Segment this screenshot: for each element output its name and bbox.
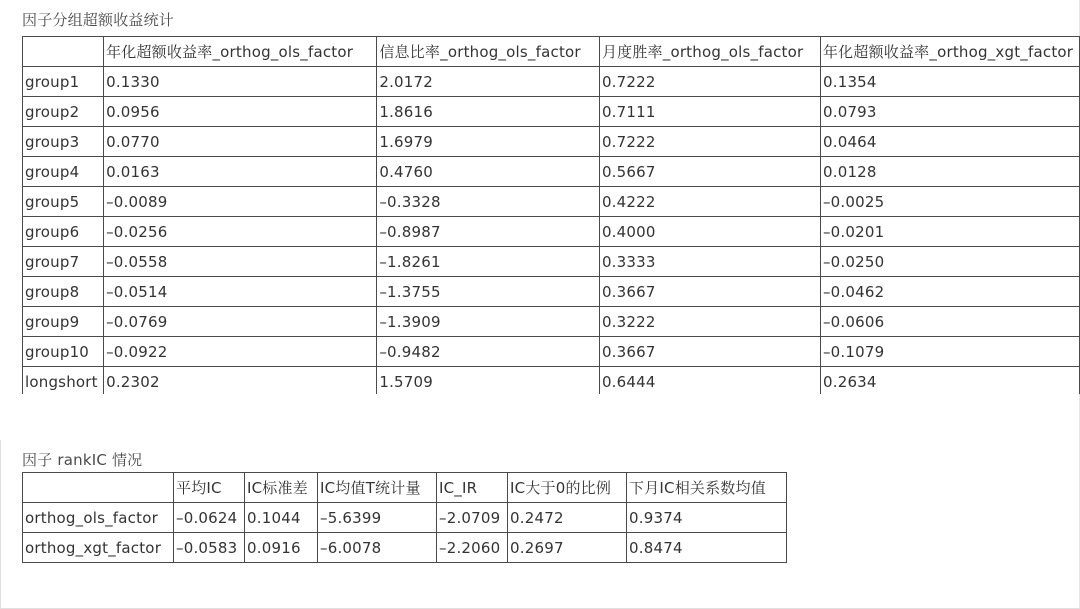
table-cell: –0.0256 (104, 217, 377, 247)
column-header: IC_IR (437, 473, 508, 503)
table-cell: –0.0089 (104, 187, 377, 217)
table-cell: 0.3333 (599, 247, 820, 277)
frame-border-left (0, 440, 1, 609)
table-cell: 0.0793 (820, 97, 1079, 127)
table-row (23, 97, 1080, 127)
table-cell: 0.2634 (820, 367, 1079, 395)
group-stats-table-container (22, 36, 1080, 394)
row-label: group9 (23, 307, 104, 337)
row-label: group1 (23, 67, 104, 97)
column-header (23, 473, 174, 503)
group-stats-caption: 因子分组超额收益统计 (22, 11, 175, 29)
table-row (23, 307, 1080, 337)
group-stats-table (22, 36, 1080, 394)
row-label: orthog_xgt_factor (23, 533, 174, 563)
row-label: group3 (23, 127, 104, 157)
column-header: IC标准差 (245, 473, 318, 503)
row-label: group10 (23, 337, 104, 367)
table-cell: –0.0558 (104, 247, 377, 277)
table-row (23, 247, 1080, 277)
table-row (23, 67, 1080, 97)
column-header: 月度胜率_orthog_ols_factor (599, 37, 820, 67)
row-label: group6 (23, 217, 104, 247)
table-cell: –1.8261 (377, 247, 600, 277)
table-cell: 0.0128 (820, 157, 1079, 187)
table-cell: –0.0201 (820, 217, 1079, 247)
table-cell: 0.2472 (508, 503, 627, 533)
table-cell: –0.0583 (174, 533, 245, 563)
table-cell: 0.2697 (508, 533, 627, 563)
table-cell: 0.8474 (627, 533, 787, 563)
table-cell: 0.3667 (599, 277, 820, 307)
row-label: orthog_ols_factor (23, 503, 174, 533)
table-cell: 0.0464 (820, 127, 1079, 157)
table-cell: 0.4000 (599, 217, 820, 247)
table-cell: 0.4760 (377, 157, 600, 187)
table-row (23, 337, 1080, 367)
table-cell: 0.7222 (599, 127, 820, 157)
table-cell: –0.0922 (104, 337, 377, 367)
rank-ic-table-container (22, 472, 792, 564)
table-cell: 0.2302 (104, 367, 377, 395)
table-cell: 0.0163 (104, 157, 377, 187)
table-cell: –0.0769 (104, 307, 377, 337)
row-label: group7 (23, 247, 104, 277)
table-row (23, 533, 787, 563)
table-cell: –2.2060 (437, 533, 508, 563)
table-cell: –0.0624 (174, 503, 245, 533)
column-header: 年化超额收益率_orthog_ols_factor (104, 37, 377, 67)
column-header: 平均IC (174, 473, 245, 503)
table-cell: 1.6979 (377, 127, 600, 157)
table-cell: 0.7111 (599, 97, 820, 127)
table-row (23, 367, 1080, 395)
column-header: IC大于0的比例 (508, 473, 627, 503)
table-cell: 0.1330 (104, 67, 377, 97)
table-cell: 0.1044 (245, 503, 318, 533)
column-header: 年化超额收益率_orthog_xgt_factor (820, 37, 1079, 67)
column-header: 信息比率_orthog_ols_factor (377, 37, 600, 67)
row-label: group4 (23, 157, 104, 187)
table-cell: 0.4222 (599, 187, 820, 217)
table-cell: –0.8987 (377, 217, 600, 247)
table-cell: 0.9374 (627, 503, 787, 533)
table-cell: –2.0709 (437, 503, 508, 533)
table-cell: –0.9482 (377, 337, 600, 367)
table-row (23, 503, 787, 533)
table-cell: 0.1354 (820, 67, 1079, 97)
table-cell: –0.3328 (377, 187, 600, 217)
table-cell: –0.0462 (820, 277, 1079, 307)
table-cell: –0.0250 (820, 247, 1079, 277)
table-cell: 0.6444 (599, 367, 820, 395)
table-row (23, 187, 1080, 217)
table-cell: 0.0916 (245, 533, 318, 563)
table-row (23, 157, 1080, 187)
column-header: IC均值T统计量 (318, 473, 437, 503)
table-cell: 0.0770 (104, 127, 377, 157)
table-row (23, 127, 1080, 157)
table-cell: –1.3909 (377, 307, 600, 337)
table-row (23, 217, 1080, 247)
table-cell: 0.5667 (599, 157, 820, 187)
table-cell: 1.5709 (377, 367, 600, 395)
table-cell: –1.3755 (377, 277, 600, 307)
table-cell: –0.0606 (820, 307, 1079, 337)
column-header (23, 37, 104, 67)
table-cell: 0.7222 (599, 67, 820, 97)
table-cell: –0.1079 (820, 337, 1079, 367)
table-cell: –5.6399 (318, 503, 437, 533)
table-cell: 0.3667 (599, 337, 820, 367)
row-label: group8 (23, 277, 104, 307)
table-cell: –0.0514 (104, 277, 377, 307)
rank-ic-table (22, 472, 787, 563)
table-header-row (23, 37, 1080, 67)
table-cell: –0.0025 (820, 187, 1079, 217)
row-label: group2 (23, 97, 104, 127)
row-label: longshort (23, 367, 104, 395)
rank-ic-caption: 因子 rankIC 情况 (22, 451, 143, 469)
table-cell: –6.0078 (318, 533, 437, 563)
table-cell: 2.0172 (377, 67, 600, 97)
table-cell: 1.8616 (377, 97, 600, 127)
column-header: 下月IC相关系数均值 (627, 473, 787, 503)
table-cell: 0.3222 (599, 307, 820, 337)
table-header-row (23, 473, 787, 503)
table-row (23, 277, 1080, 307)
table-cell: 0.0956 (104, 97, 377, 127)
row-label: group5 (23, 187, 104, 217)
